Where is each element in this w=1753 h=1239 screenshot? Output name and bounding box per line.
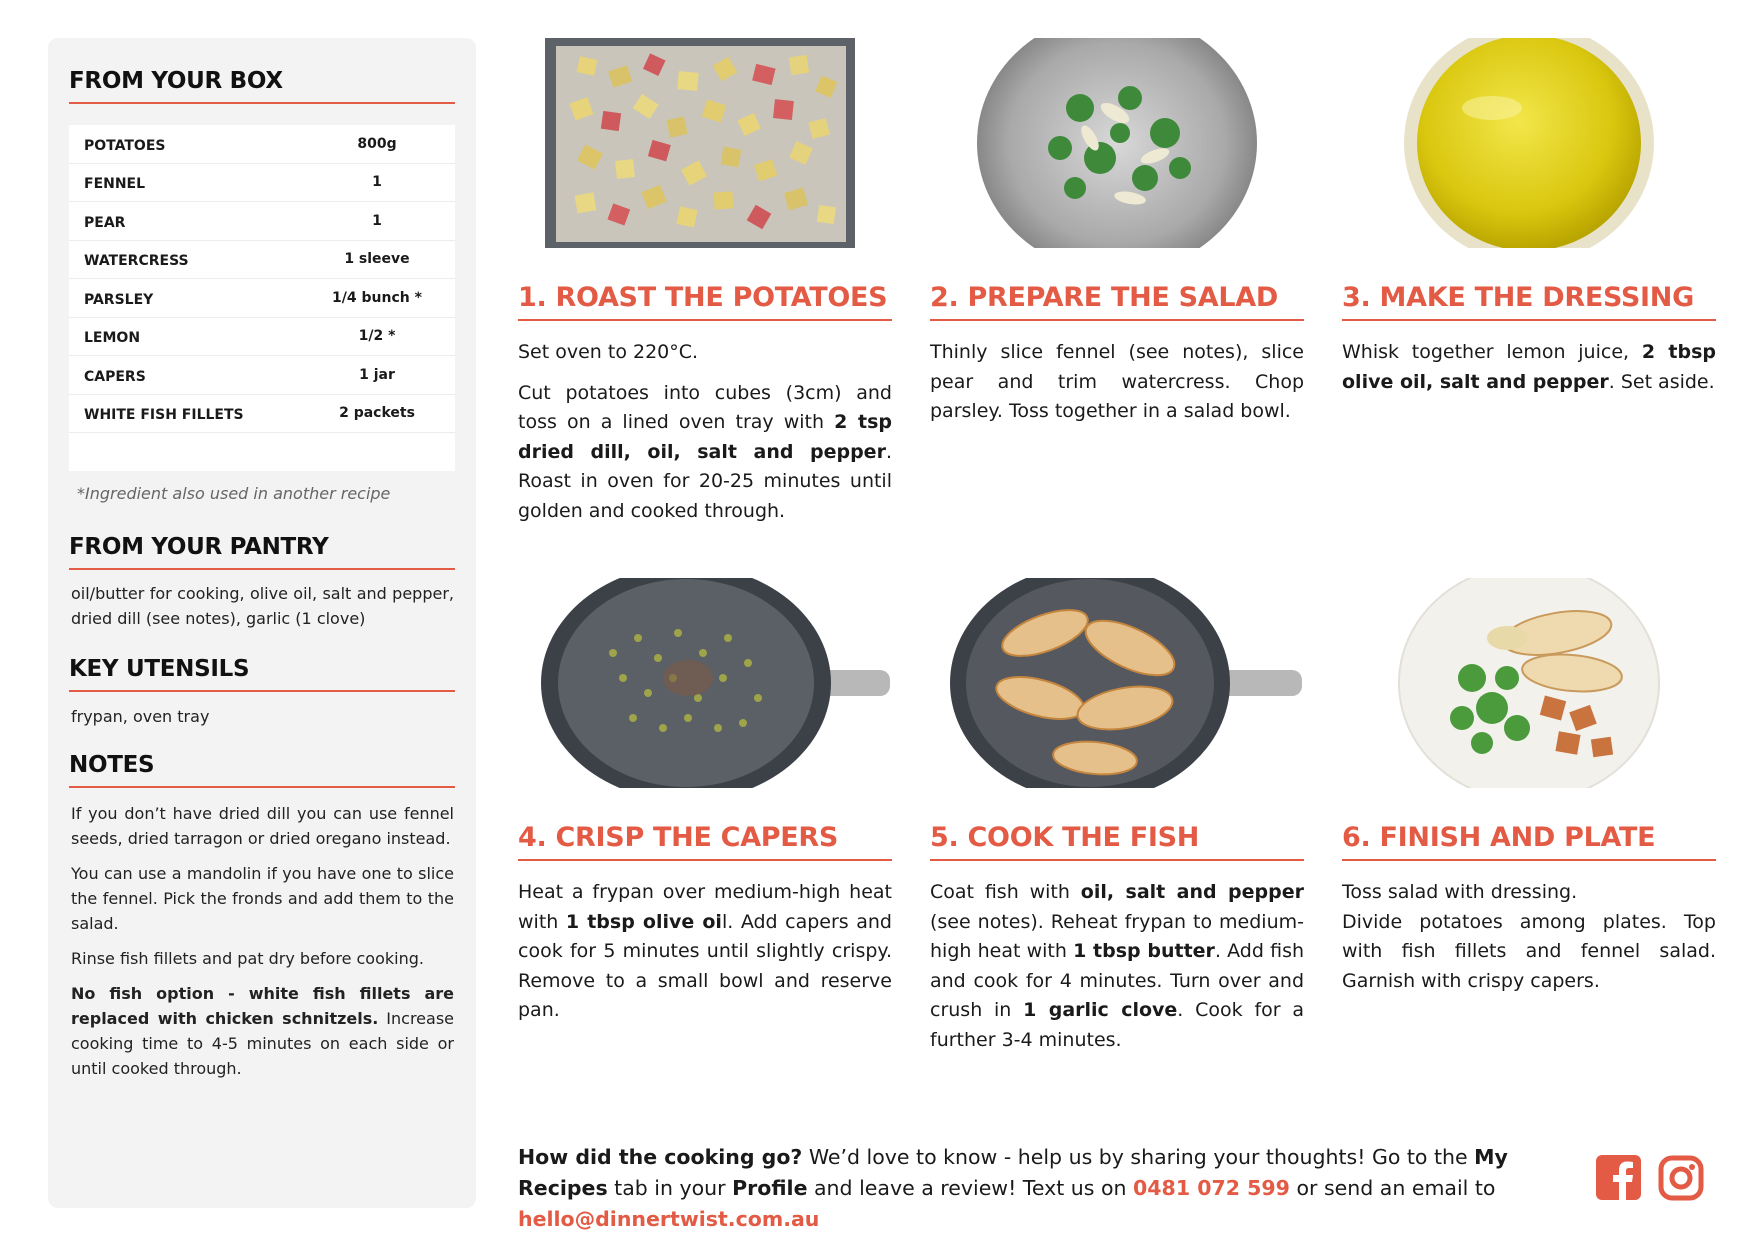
ingredient-name: CAPERS	[84, 368, 146, 385]
step-6-image	[1342, 578, 1716, 788]
footer-question: How did the cooking go?	[518, 1145, 803, 1169]
step-2-body	[930, 338, 1304, 438]
step-6-p2: Divide potatoes among plates. Top with fish fillets and fennel salad. Garnish with crispy capers.	[1342, 910, 1716, 992]
footer-text: or send an email to	[1289, 1176, 1496, 1200]
note-3: Rinse fish fillets and pat dry before cooking.	[71, 949, 424, 968]
pantry-title: FROM YOUR PANTRY	[69, 534, 455, 570]
step-text: (see notes). Reheat frypan to medium-high heat with	[930, 910, 1304, 962]
ingredient-qty: 1 jar	[359, 366, 395, 383]
ingredient-qty: 800g	[357, 135, 397, 152]
ingredient-name: POTATOES	[84, 137, 166, 154]
note-4-bold: No fish option - white fish fillets are replaced with chicken schnitzels.	[71, 984, 454, 1028]
step-bold: 1 garlic clove	[1023, 999, 1178, 1021]
feedback-footer	[518, 1142, 1580, 1235]
step-4-image	[518, 578, 892, 788]
step-text: Whisk together lemon juice,	[1342, 341, 1642, 363]
step-1-body	[518, 338, 892, 537]
step-bold: 2 tsp dried dill, oil, salt and pepper	[518, 411, 893, 463]
step-bold: 1 tbsp butter	[1073, 940, 1215, 962]
my-recipes-link[interactable]: My Recipes	[518, 1145, 1508, 1200]
box-title: FROM YOUR BOX	[69, 68, 455, 104]
note-2: You can use a mandolin if you have one to slice the fennel. Pick the fronds and add them to the salad.	[71, 864, 454, 933]
ingredient-row	[69, 318, 455, 357]
ingredient-row	[69, 241, 455, 280]
step-text: . Set aside.	[1608, 370, 1715, 393]
ingredient-name: LEMON	[84, 330, 141, 347]
facebook-icon[interactable]	[1596, 1155, 1641, 1204]
note-4-rest: Increase cooking time to 4-5 minutes on each side or until cooked through.	[71, 1009, 455, 1078]
ingredients-sidebar	[48, 38, 476, 1208]
ingredient-row	[69, 356, 455, 395]
step-text: . Add fish and cook for 4 minutes. Turn over and crush in	[930, 940, 1305, 1021]
notes-title: NOTES	[69, 752, 455, 788]
step-1-p1: Set oven to 220°C.	[518, 341, 699, 363]
step-1	[518, 38, 893, 522]
step-5-p1	[930, 878, 1304, 1055]
footer-text: We’d love to know - help us by sharing your thoughts! Go to the	[802, 1145, 1475, 1169]
step-2-image	[930, 38, 1304, 248]
step-3-body	[1342, 338, 1716, 408]
step-4	[518, 578, 892, 1021]
step-text: Cut potatoes into cubes (3cm) and toss on a lined oven tray with	[518, 381, 892, 433]
ingredient-qty: 1 sleeve	[344, 251, 410, 268]
step-2	[930, 38, 1304, 422]
phone-link[interactable]: 0481 072 599	[1133, 1176, 1290, 1200]
step-bold: 2 tbsp olive oil, salt and pepper	[1342, 341, 1716, 393]
step-5-title: 5. COOK THE FISH	[930, 822, 1304, 861]
ingredient-name: WATERCRESS	[84, 253, 189, 270]
step-4-body	[518, 878, 892, 1037]
step-6	[1342, 578, 1716, 992]
utensils-title: KEY UTENSILS	[69, 656, 455, 692]
step-bold: 1 tbsp olive oi	[565, 910, 722, 933]
notes-text	[71, 801, 454, 1091]
step-2-title: 2. PREPARE THE SALAD	[930, 282, 1304, 321]
step-6-title: 6. FINISH AND PLATE	[1342, 822, 1716, 861]
ingredient-row	[69, 279, 455, 318]
ingredient-name: PARSLEY	[84, 291, 154, 308]
footer-text: and leave a review! Text us on	[807, 1176, 1134, 1200]
step-5-image	[930, 578, 1304, 788]
step-bold: oil, salt and pepper	[1080, 881, 1304, 903]
step-text: Coat fish with	[930, 881, 1081, 903]
ingredient-name: FENNEL	[84, 176, 146, 193]
ingredient-qty: 2 packets	[339, 405, 415, 422]
email-link[interactable]: hello@dinnertwist.com.au	[518, 1207, 820, 1231]
step-text: l. Add capers and cook for 5 minutes until slightly crispy. Remove to a small bowl and reserve pan.	[518, 910, 892, 1021]
step-1-title: 1. ROAST THE POTATOES	[518, 282, 892, 321]
utensils-text: frypan, oven tray	[71, 707, 210, 726]
step-2-p1: Thinly slice fennel (see notes), slice pear and trim watercress. Chop parsley. Toss together in a salad bowl.	[930, 341, 1304, 422]
step-5-body	[930, 878, 1304, 1066]
ingredient-footnote: *Ingredient also used in another recipe	[77, 484, 391, 503]
step-1-image	[518, 38, 892, 248]
note-4	[71, 981, 454, 1081]
ingredient-qty: 1/2 *	[358, 328, 396, 345]
step-3	[1342, 38, 1716, 393]
ingredient-qty: 1	[372, 212, 382, 229]
ingredients-table	[69, 125, 455, 471]
profile-link[interactable]: Profile	[732, 1176, 808, 1200]
step-6-p1: Toss salad with dressing.	[1342, 881, 1578, 903]
step-text: . Roast in oven for 20-25 minutes until golden and cooked through.	[518, 440, 892, 522]
ingredient-row	[69, 395, 455, 434]
step-3-image	[1342, 38, 1716, 248]
ingredient-row	[69, 202, 455, 241]
ingredient-name: WHITE FISH FILLETS	[84, 407, 244, 424]
note-1: If you don’t have dried dill you can use fennel seeds, dried tarragon or dried oregano instead.	[71, 804, 454, 848]
step-6-body	[1342, 878, 1716, 996]
instagram-icon[interactable]	[1658, 1155, 1704, 1205]
step-5	[930, 578, 1305, 1051]
ingredient-qty: 1	[372, 174, 382, 191]
ingredient-qty: 1/4 bunch *	[332, 289, 422, 306]
step-text: . Cook for a further 3-4 minutes.	[930, 999, 1304, 1051]
step-4-p1	[518, 878, 892, 1026]
step-3-p1	[1342, 338, 1716, 397]
step-4-title: 4. CRISP THE CAPERS	[518, 822, 892, 861]
footer-text: tab in your	[607, 1176, 733, 1200]
pantry-text: oil/butter for cooking, olive oil, salt and pepper, dried dill (see notes), garlic (1 clove)	[71, 584, 454, 628]
ingredient-name: PEAR	[84, 214, 126, 231]
step-1-p2	[518, 379, 892, 527]
ingredient-row	[69, 125, 455, 164]
ingredient-row	[69, 164, 455, 203]
step-3-title: 3. MAKE THE DRESSING	[1342, 282, 1716, 321]
step-text: Heat a frypan over medium-high heat with	[518, 881, 892, 933]
